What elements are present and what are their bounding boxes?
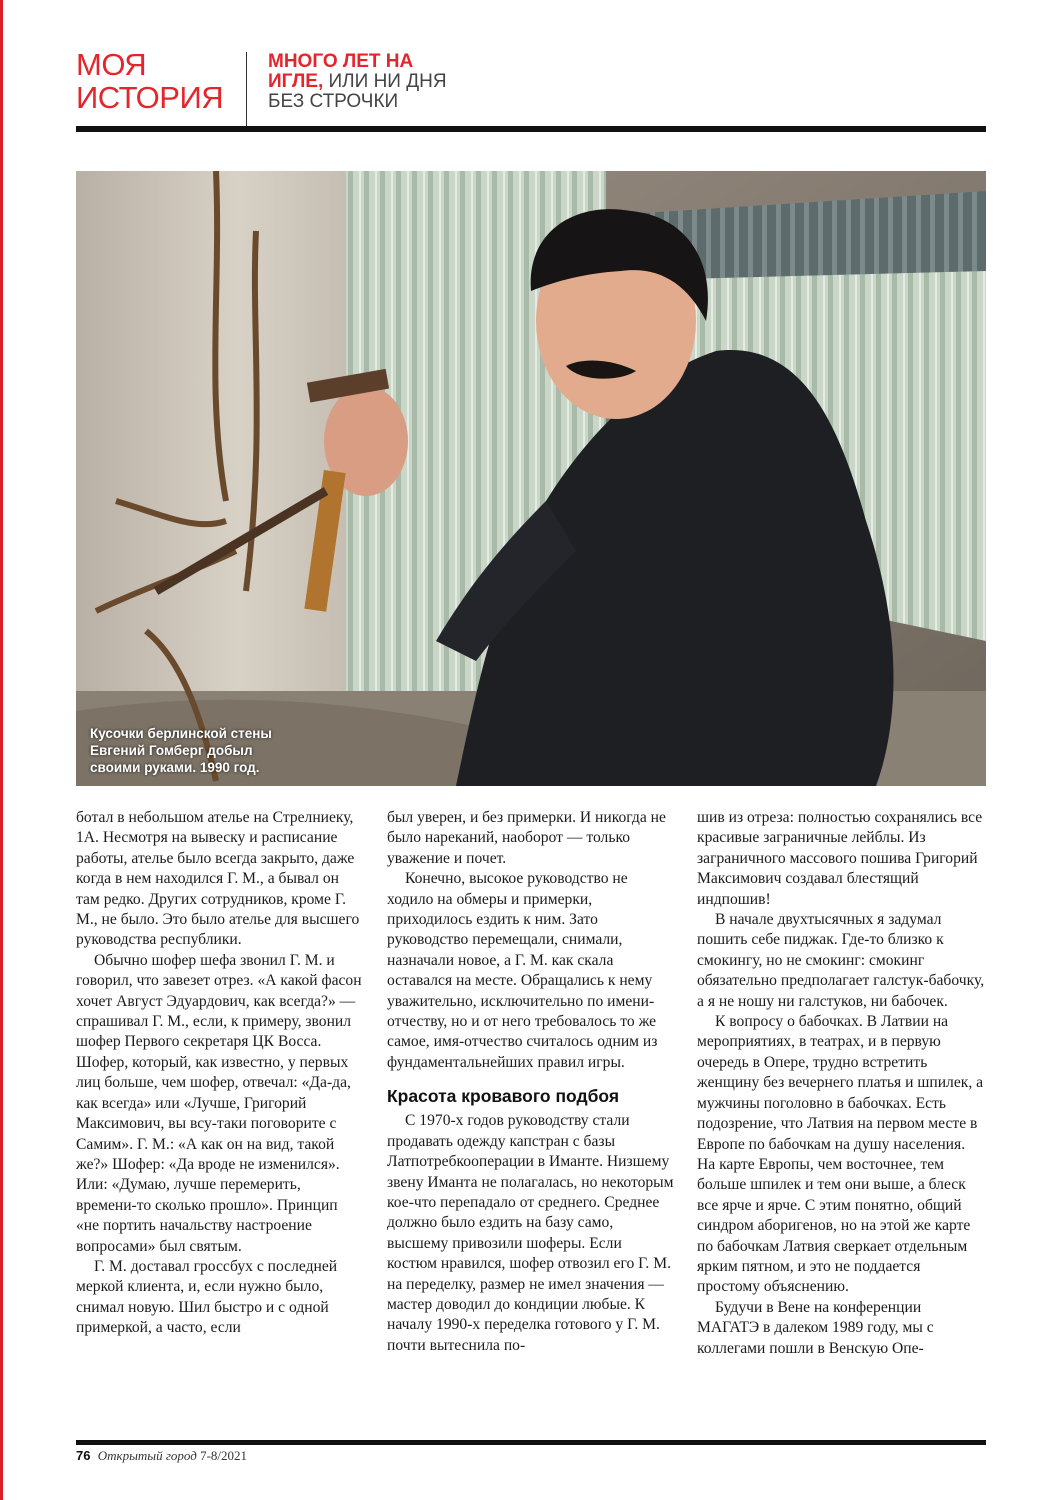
article-title	[268, 52, 598, 112]
photo-caption	[90, 725, 330, 776]
paragraph: С 1970-х годов руководству стали продавать одежду капстран с базы Латпотребкооперации в Иманте. Низшему звену Иманта не полагалась, но некоторым кое-что перепадало от среднего. Среднее должно было ездить на базу само, высшему привозили шоферы. Если костюм нравился, шофер отвозил его Г. М. на переделку, размер не имел значения — мастер доводил до кондиции любые. К началу 1990-х переделка готового у Г. М. почти вытеснила по-	[387, 1112, 674, 1354]
title-line3: БЕЗ СТРОЧКИ	[268, 91, 399, 112]
paragraph: Конечно, высокое руководство не ходило на обмеры и примерки, приходилось ездить к ним. Зато руководство перемещали, снимали, назначали новое, а Г. М. как скала оставался на месте. Обращались к нему уважительно, исключительно по имени-отчеству, но и от него требовалось то же самое, имя-отчество считалось одним из фундаментальнейших правил игры.	[387, 870, 658, 1071]
paragraph: шив из отреза: полностью сохранялись все красивые заграничные лейблы. Из заграничного массового пошива Григорий Максимович создавал блестящий индпошив!	[697, 809, 983, 908]
page-header	[76, 48, 986, 128]
page-footer	[76, 1448, 247, 1464]
text-column-1	[76, 808, 364, 1339]
subheading: Красота кровавого подбоя	[387, 1086, 620, 1107]
title-bold-line1: МНОГО ЛЕТ НА	[268, 51, 414, 72]
photo-illustration	[76, 171, 986, 786]
paragraph: был уверен, и без примерки. И никогда не было нареканий, наоборот — только уважение и почет.	[387, 809, 666, 867]
title-rest-line2: ИЛИ НИ ДНЯ	[323, 71, 447, 92]
paragraph: ботал в небольшом ателье на Стрелниеку, 1А. Несмотря на вывеску и расписание работы, ателье было всегда закрыто, даже когда в нем находился Г. М., а бывал он там редко. Других сотрудников, кроме Г. М., не было. Это было ателье для высшего руководства республики.	[76, 809, 360, 949]
section-name	[76, 48, 246, 114]
section-name-line1: МОЯ	[76, 47, 147, 82]
caption-line2: Евгений Гомберг добыл	[90, 743, 253, 758]
paragraph: Г. М. доставал гроссбух с последней меркой клиента, и, если нужно было, снимал новую. Шил быстро и с одной примеркой, а часто, если	[76, 1257, 338, 1337]
header-rule	[76, 126, 986, 132]
magazine-name: Открытый город	[97, 1448, 197, 1463]
text-column-3	[697, 808, 985, 1359]
footer-rule	[76, 1440, 986, 1445]
paragraph: К вопросу о бабочках. В Латвии на мероприятиях, в театрах, и в первую очередь в Опере, трудно встретить женщину без вечернего платья и шпилек, а мужчины поголовно в бабочках. Есть подозрение, что Латвия на первом месте в Европе по бабочкам на душу населения. На карте Европы, чем восточнее, тем больше шпилек и тем они выше, а блеск все ярче и ярче. С этим понятно, общий синдром аборигенов, но на этой же карте по бабочкам Латвия сверкает отдельным ярким пятном, и это не поддается простому объяснению.	[697, 1013, 984, 1296]
paragraph: Обычно шофер шефа звонил Г. М. и говорил, что завезет отрез. «А какой фасон хочет Август Эдуардович, как всегда?» — спрашивал Г. М., если, к примеру, звонил шофер Первого секретаря ЦК Восса. Шофер, который, как известно, у первых лиц больше, чем шофер, отвечал: «Да-да, как всегда» или «Лучше, Григорий Максимович, вы всу-таки поговорите с Самим». Г. М.: «А как он на вид, такой же?» Шофер: «Да вроде не изменился». Или: «Думаю, лучше перемерить, времени-то сколько прошло». Принцип «не портить начальству настроение вопросами» был святым.	[76, 951, 362, 1255]
text-column-2	[387, 808, 675, 1356]
title-bold-line2: ИГЛЕ,	[268, 71, 324, 92]
page-number: 76	[76, 1448, 91, 1463]
paragraph: В начале двухтысячных я задумал пошить себе пиджак. Где-то близко к смокингу, но не смокинг: смокинг обязательно предполагает галстук-бабочку, а я не ношу ни галстуков, ни бабочек.	[697, 911, 985, 1010]
caption-line3: своими руками. 1990 год.	[90, 760, 260, 775]
section-name-line2: ИСТОРИЯ	[76, 80, 224, 115]
page-edge-accent	[0, 0, 3, 1500]
paragraph: Будучи в Вене на конференции МАГАТЭ в далеком 1989 году, мы с коллегами пошли в Венскую Опе-	[697, 1298, 934, 1357]
caption-line1: Кусочки берлинской стены	[90, 726, 272, 741]
issue-number: 7-8/2021	[200, 1448, 248, 1463]
header-divider	[246, 52, 247, 126]
article-photo	[76, 171, 986, 786]
